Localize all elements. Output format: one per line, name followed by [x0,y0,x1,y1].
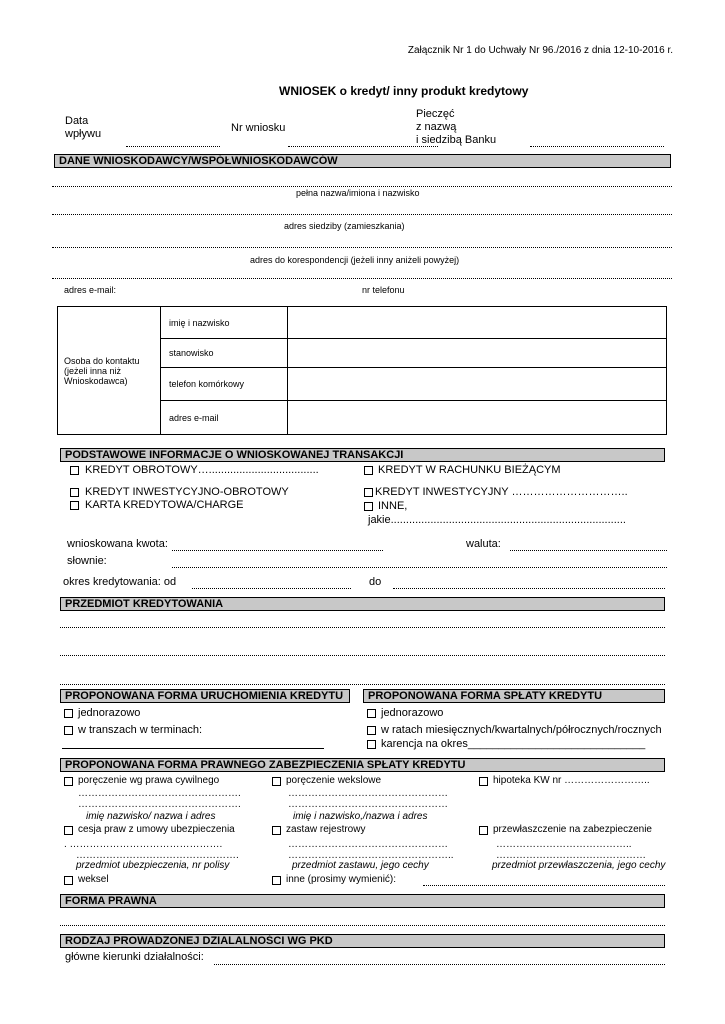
repayment-installments-label: w ratach miesięcznych/kwartalnych/półrocznych/rocznych [381,724,662,736]
other-product-label: INNE, [378,500,408,512]
subject-line-3[interactable] [60,684,665,685]
contact-mobile-field[interactable] [288,368,667,401]
contact-mobile-label: telefon komórkowy [161,368,288,401]
mortgage-checkbox[interactable] [479,777,488,786]
date-label-2: wpływu [65,128,102,140]
currency-label: waluta: [466,538,501,550]
contact-position-field[interactable] [288,339,667,368]
other-collateral-label: inne (prosimy wymienić): [286,874,397,885]
other-collateral-field[interactable] [423,885,665,886]
revolving-credit-label: KREDYT OBROTOWY….................................... [85,464,319,476]
transfer-line-2[interactable]: ……………………………………… [496,850,646,861]
applicants-section-heading: DANE WNIOSKODAWCY/WSPÓŁWNIOSKODAWCÓW [54,154,671,168]
subject-section-heading: PRZEDMIOT KREDYTOWANIA [60,597,665,611]
main-activity-label: główne kierunki działalności: [65,951,204,963]
contact-email-field[interactable] [288,401,667,435]
bill-guarantee-caption: imię i nazwisko,/nazwa i adres [293,811,428,822]
address-field[interactable] [52,247,672,248]
legal-form-section-heading: FORMA PRAWNA [60,894,665,908]
registered-pledge-label: zastaw rejestrowy [286,824,366,835]
transfer-caption: przedmiot przewłaszczenia, jego cechy [492,860,666,871]
pledge-line-2[interactable]: ………………………………………….. [288,850,454,861]
disbursement-once-checkbox[interactable] [64,709,73,718]
bill-guarantee-line-2[interactable]: ………………………………………… [288,799,448,810]
legal-form-field[interactable] [60,925,665,926]
grace-period-checkbox[interactable] [367,740,376,749]
repayment-once-checkbox[interactable] [367,709,376,718]
correspondence-caption: adres do korespondencji (jeżeli inny aniżeli powyżej) [250,255,460,265]
insurance-assignment-checkbox[interactable] [64,826,73,835]
annex-note: Załącznik Nr 1 do Uchwały Nr 96./2016 z dnia 12-10-2016 r. [407,45,673,56]
amount-in-words-field[interactable] [172,567,667,568]
full-name-field[interactable] [52,186,672,187]
civil-guarantee-line-2[interactable]: …………………………………………. [78,799,241,810]
civil-guarantee-checkbox[interactable] [64,777,73,786]
pledge-line-1[interactable]: ………………………………………… [288,839,448,850]
overdraft-checkbox[interactable] [364,466,373,475]
amount-in-words-label: słownie: [67,555,107,567]
contact-email-label: adres e-mail [161,401,288,435]
investment-credit-checkbox[interactable] [364,488,373,497]
insurance-line-2[interactable]: …………………………………………. [76,850,239,861]
contact-position-label: stanowisko [161,339,288,368]
period-from-field[interactable] [192,588,351,589]
civil-guarantee-label: poręczenie wg prawa cywilnego [78,775,220,786]
civil-guarantee-line-1[interactable]: …………………………………………. [78,788,241,799]
email-label: adres e-mail: [64,285,117,295]
amount-field[interactable] [172,550,383,551]
stamp-label-2: z nazwą [416,121,457,133]
repayment-section-heading: PROPONOWANA FORMA SPŁATY KREDYTU [363,689,665,703]
contact-name-label: imię i nazwisko [161,307,288,339]
insurance-caption: przedmiot ubezpieczenia, nr polisy [76,860,230,871]
date-field[interactable] [126,146,220,147]
full-name-field-2[interactable] [52,214,672,215]
civil-guarantee-caption: imię nazwisko/ nazwa i adres [86,811,216,822]
bill-guarantee-label: poręczenie wekslowe [286,775,382,786]
disbursement-section-heading: PROPONOWANA FORMA URUCHOMIENIA KREDYTU [60,689,350,703]
insurance-assignment-label: cesja praw z umowy ubezpieczenia [78,824,235,835]
contact-name-field[interactable] [288,307,667,339]
credit-card-label: KARTA KREDYTOWA/CHARGE [85,499,244,511]
transfer-line-1[interactable]: ………………………………….. [496,839,632,850]
security-transfer-label: przewłaszczenie na zabezpieczenie [493,824,652,835]
other-product-checkbox[interactable] [364,502,373,511]
tranches-field[interactable] [62,748,324,749]
disbursement-tranches-label: w transzach w terminach: [78,724,203,736]
stamp-label: Pieczęć [416,108,455,120]
period-to-field[interactable] [393,588,665,589]
full-name-caption: pełna nazwa/imiona i nazwisko [296,188,420,198]
subject-line-1[interactable] [60,627,665,628]
pledge-caption: przedmiot zastawu, jego cechy [292,860,429,871]
promissory-note-checkbox[interactable] [64,876,73,885]
registered-pledge-checkbox[interactable] [272,826,281,835]
revolving-credit-checkbox[interactable] [70,466,79,475]
collateral-section-heading: PROPONOWANA FORMA PRAWNEGO ZABEZPIECZENIA SPŁATY KREDYTU [60,758,665,772]
other-product-which[interactable]: jakie............................................................................. [368,514,626,526]
repayment-installments-checkbox[interactable] [367,726,376,735]
investment-revolving-checkbox[interactable] [70,488,79,497]
period-from-label: okres kredytowania: od [63,576,177,588]
investment-revolving-label: KREDYT INWESTYCYJNO-OBROTOWY [85,486,289,498]
bill-guarantee-line-1[interactable]: ………………………………………… [288,788,448,799]
form-title: WNIOSEK o kredyt/ inny produkt kredytowy [279,84,529,98]
overdraft-label: KREDYT W RACHUNKU BIEŻĄCYM [378,464,561,476]
credit-card-checkbox[interactable] [70,501,79,510]
subject-line-2[interactable] [60,655,665,656]
address-caption: adres siedziby (zamieszkania) [284,221,405,231]
currency-field[interactable] [510,550,667,551]
date-label: Data [65,115,89,127]
disbursement-tranches-checkbox[interactable] [64,726,73,735]
contact-person-table [57,306,667,435]
grace-period-label[interactable]: karencja na okres_____________________________ [381,738,646,750]
transaction-section-heading: PODSTAWOWE INFORMACJE O WNIOSKOWANEJ TRANSAKCJI [60,448,665,462]
phone-label: nr telefonu [362,285,405,295]
mortgage-label[interactable]: hipoteka KW nr …………………….. [493,775,650,786]
stamp-label-3: i siedzibą Banku [416,134,497,146]
bank-stamp-field[interactable] [530,146,664,147]
insurance-line-1[interactable]: . ………………………………………. [64,839,223,850]
repayment-once-label: jednorazowo [381,707,444,719]
period-to-label: do [369,576,382,588]
application-number-label: Nr wniosku [231,122,286,134]
main-activity-field[interactable] [214,964,665,965]
amount-label: wnioskowana kwota: [67,538,168,550]
disbursement-once-label: jednorazowo [78,707,141,719]
activity-section-heading: RODZAJ PROWADZONEJ DZIALALNOŚCI WG PKD [60,934,665,948]
investment-credit-label: KREDYT INWESTYCYJNY ………………………….. [375,486,628,498]
application-number-field[interactable] [288,146,438,147]
contact-person-label: Osoba do kontaktu (jeżeli inna niż Wnioskodawca) [58,307,161,435]
promissory-note-label: weksel [78,874,109,885]
bill-guarantee-checkbox[interactable] [272,777,281,786]
other-collateral-checkbox[interactable] [272,876,281,885]
security-transfer-checkbox[interactable] [479,826,488,835]
correspondence-field[interactable] [52,278,672,279]
